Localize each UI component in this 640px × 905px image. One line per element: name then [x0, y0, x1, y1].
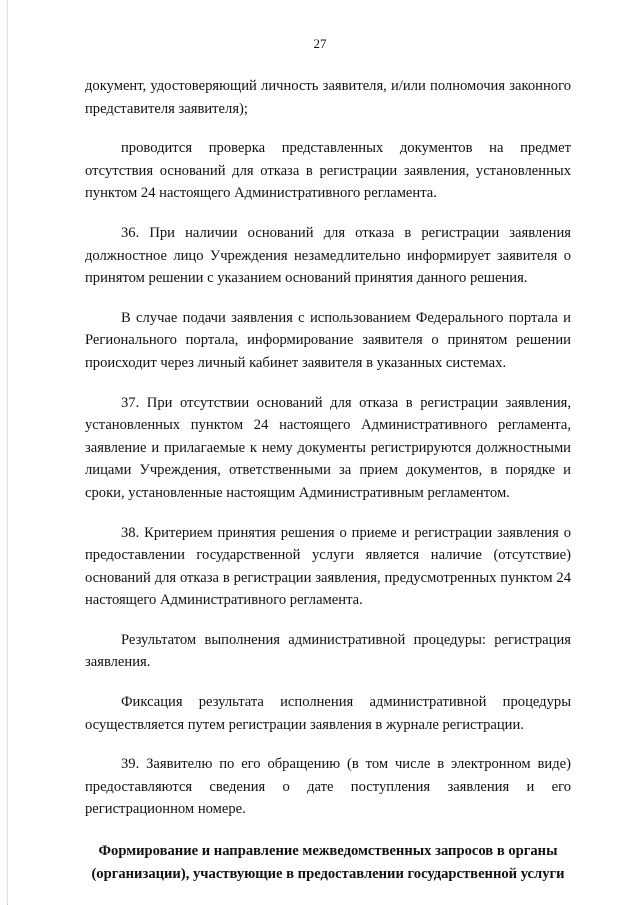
- section-heading: Формирование и направление межведомственных запросов в органы (организации), участвующие в предоставлении государственной услуги: [91, 843, 565, 882]
- paragraph-9: 39. Заявителю по его обращению (в том числе в электронном виде) предоставляются сведения о дате поступления заявления и его регистрационном номере.: [85, 756, 571, 818]
- page-edge-margin: [7, 0, 8, 905]
- paragraph-2: проводится проверка представленных документов на предмет отсутствия оснований для отказа в регистрации заявления, установленных пунктом 24 настоящего Административного регламента.: [85, 140, 571, 202]
- paragraph-4: В случае подачи заявления с использованием Федерального портала и Регионального портала, информирование заявителя о принятом решении происходит через личный кабинет заявителя в указанных системах.: [85, 309, 571, 371]
- paragraph-7: Результатом выполнения административной процедуры: регистрация заявления.: [85, 631, 571, 671]
- paragraph-5: 37. При отсутствии оснований для отказа в регистрации заявления, установленных пунктом 24 настоящего Административного регламента, заявление и прилагаемые к нему документы регистрируются должностными лицами Учреждения, ответственными за прием документов, в порядке и сроки, установленные настоящим Административным регламентом.: [85, 394, 571, 501]
- document-body: [85, 75, 571, 885]
- paragraph-3: 36. При наличии оснований для отказа в регистрации заявления должностное лицо Учреждения незамедлительно информирует заявителя о принятом решении с указанием оснований принятия данного решения.: [85, 224, 571, 287]
- paragraph-1: документ, удостоверяющий личность заявителя, и/или полномочия законного представителя заявителя);: [85, 78, 571, 117]
- page-number: 27: [313, 36, 327, 51]
- paragraph-8: Фиксация результата исполнения административной процедуры осуществляется путем регистрации заявления в журнале регистрации.: [85, 694, 571, 733]
- paragraph-6: 38. Критерием принятия решения о приеме и регистрации заявления о предоставлении государственной услуги является наличие (отсутствие) оснований для отказа в регистрации заявления, предусмотренных пунктом 24 настоящего Административного регламента.: [85, 524, 571, 609]
